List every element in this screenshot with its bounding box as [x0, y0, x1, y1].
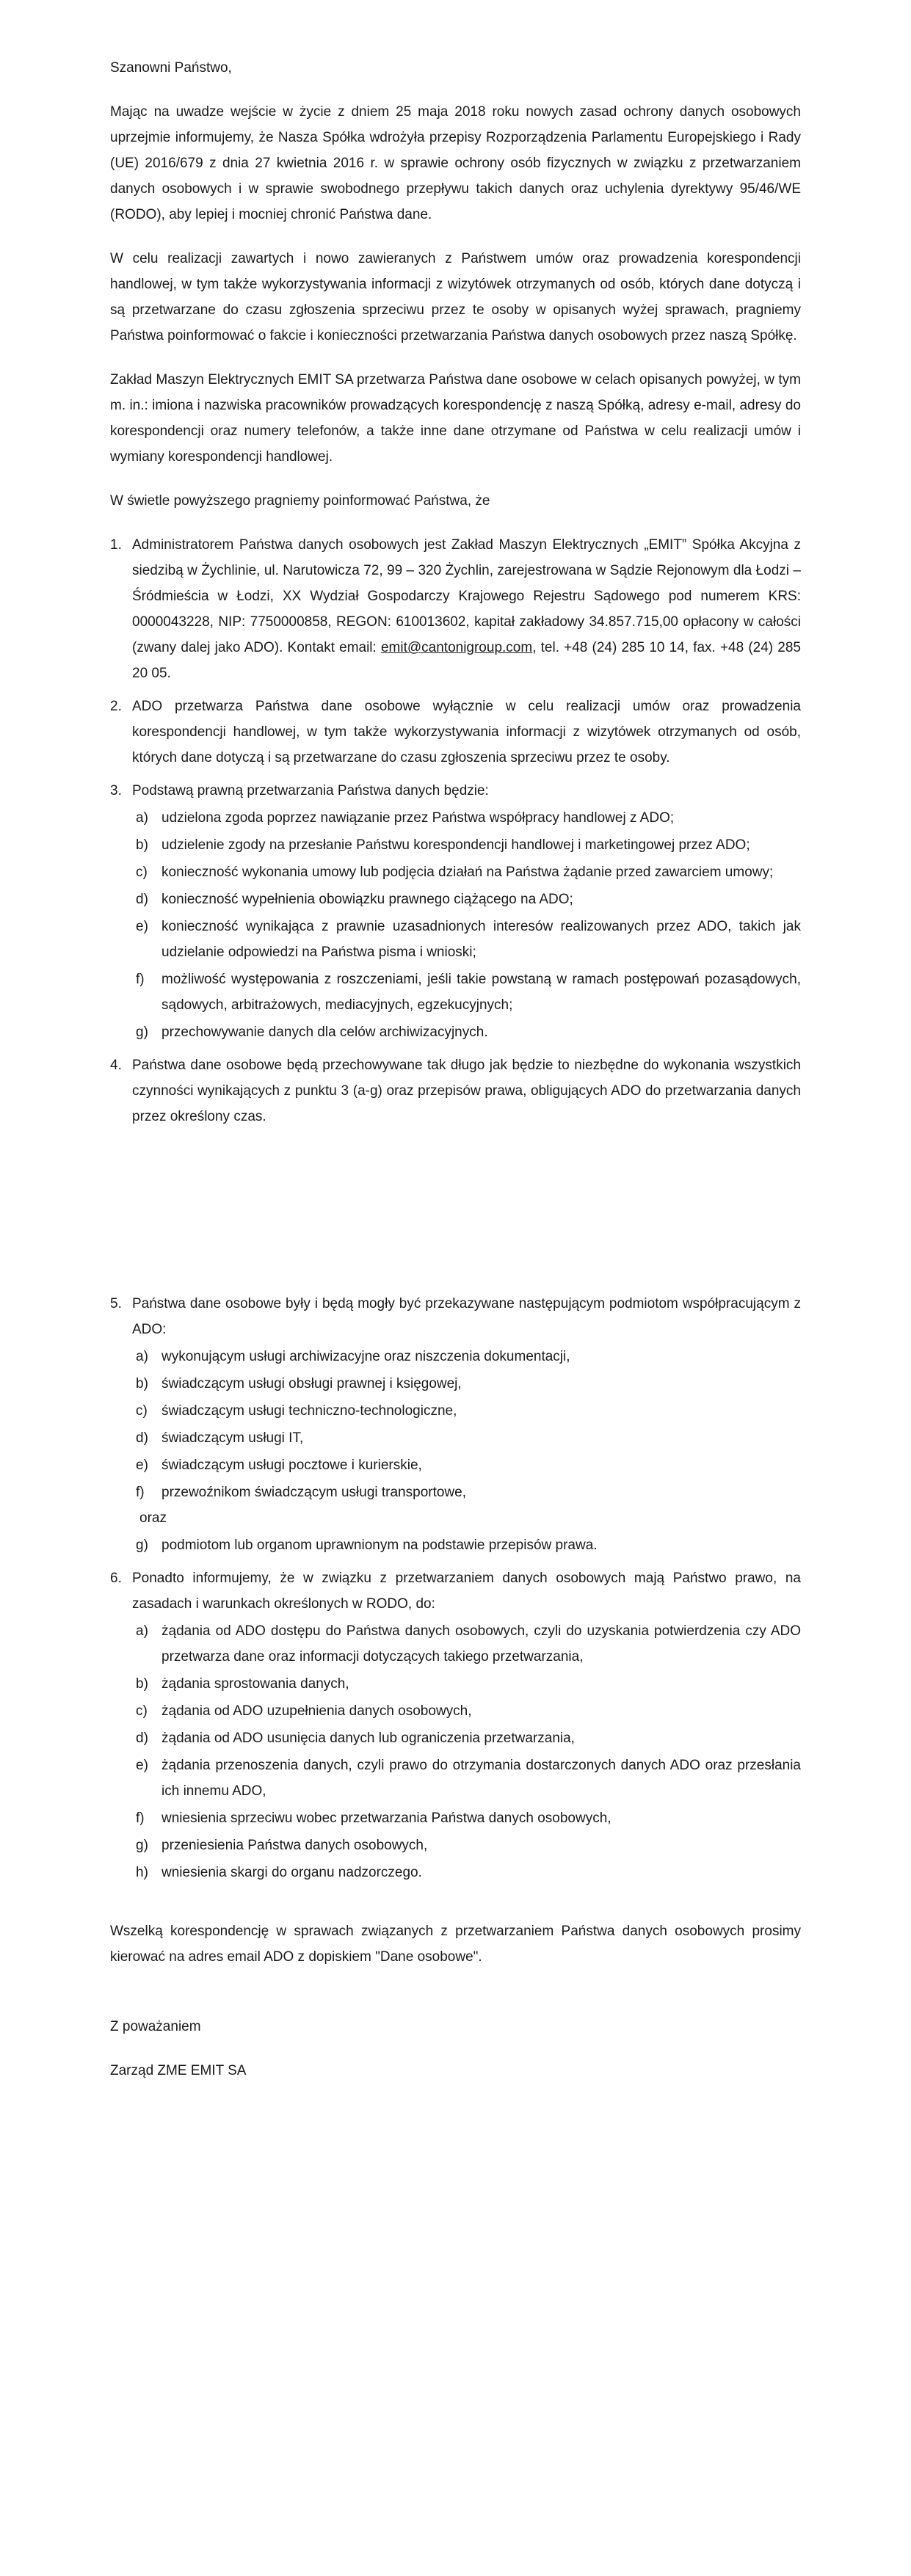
sub-letter: g): [136, 1838, 148, 1853]
sublist-item: [132, 1833, 801, 1858]
item-text: ADO przetwarza Państwa dane osobowe wyłącznie w celu realizacji umów oraz prowadzenia korespondencji handlowej, w tym także wykorzystywania informacji z wizytówek otrzymanych od osób, których dane dotyczą i są przetwarzane do czasu zgłoszenia sprzeciwu przez te osoby.: [132, 699, 801, 765]
letter-body: [110, 55, 801, 2102]
sub-text: przechowywanie danych dla celów archiwizacyjnych.: [161, 1025, 488, 1040]
sub-text: udzielona zgoda poprzez nawiązanie przez Państwa współpracy handlowej z ADO;: [161, 810, 675, 826]
sub-text: możliwość występowania z roszczeniami, jeśli takie powstaną w ramach postępowań pozasądowych, sądowych, arbitrażowych, mediacyjnych, egzekucyjnych;: [161, 972, 801, 1013]
list-item-1: [110, 532, 801, 686]
sub-letter: c): [136, 1703, 148, 1719]
sublist-item: [132, 1344, 801, 1369]
list-item-5: [110, 1291, 801, 1558]
item-text-contact: , tel. +48 (24) 285 10 14, fax. +48 (24) 285 20 05.: [132, 640, 801, 681]
recipients-sublist-tail: [132, 1532, 801, 1558]
sublist-item: [132, 805, 801, 831]
recipients-sublist: [132, 1344, 801, 1505]
sub-letter: d): [136, 1731, 148, 1746]
sublist-item: [132, 1860, 801, 1885]
sublist-item: [132, 1725, 801, 1751]
sublist-item: [132, 1398, 801, 1424]
item-number: 6.: [110, 1571, 122, 1586]
sublist-item: [132, 832, 801, 858]
sub-text: konieczność wykonania umowy lub podjęcia działań na Państwa żądanie przed zawarciem umowy;: [161, 865, 774, 880]
sub-letter: e): [136, 1458, 148, 1473]
list-item-2: [110, 694, 801, 771]
sub-text: przewoźnikom świadczącym usługi transportowe,: [161, 1485, 466, 1500]
sub-text: świadczącym usługi techniczno-technologiczne,: [161, 1403, 457, 1419]
sub-letter: e): [136, 919, 148, 934]
oraz-conjunction: oraz: [139, 1510, 167, 1526]
sublist-item: [132, 1480, 801, 1505]
page-break-spacer: [110, 1137, 801, 1291]
intro-paragraph-1: Mając na uwadze wejście w życie z dniem 25 maja 2018 roku nowych zasad ochrony danych osobowych uprzejmie informujemy, że Nasza Spółka wdrożyła przepisy Rozporządzenia Parlamentu Europejskiego i Rady (UE) 2016/679 z dnia 27 kwietnia 2016 r. w sprawie ochrony osób fizycznych w związku z przetwarzaniem danych osobowych i w sprawie swobodnego przepływu takich danych oraz uchylenia dyrektywy 95/46/WE (RODO), aby lepiej i mocniej chronić Państwa dane.: [110, 104, 801, 222]
sublist-item: [132, 1371, 801, 1397]
item-number: 2.: [110, 699, 122, 714]
sub-text: podmiotom lub organom uprawnionym na podstawie przepisów prawa.: [161, 1538, 598, 1553]
sub-text: wniesienia sprzeciwu wobec przetwarzania Państwa danych osobowych,: [161, 1811, 611, 1826]
sublist-item: [132, 1753, 801, 1804]
sub-text: żądania od ADO uzupełnienia danych osobowych,: [161, 1703, 472, 1719]
item-number: 4.: [110, 1058, 122, 1073]
sub-letter: b): [136, 1376, 148, 1391]
sub-text: świadczącym usługi IT,: [161, 1430, 304, 1446]
sub-letter: h): [136, 1865, 148, 1880]
sub-letter: d): [136, 1430, 148, 1446]
sub-letter: f): [136, 1485, 145, 1500]
sub-letter: b): [136, 837, 148, 853]
spacer: [110, 1893, 801, 1918]
sub-text: wniesienia skargi do organu nadzorczego.: [161, 1865, 422, 1880]
sub-letter: b): [136, 1676, 148, 1692]
sub-text: konieczność wynikająca z prawnie uzasadnionych interesów realizowanych przez ADO, takich jak udzielanie odpowiedzi na Państwa pisma i wnioski;: [161, 919, 801, 960]
sublist-item: [132, 967, 801, 1018]
closing-paragraph: Wszelką korespondencję w sprawach związanych z przetwarzaniem Państwa danych osobowych prosimy kierować na adres email ADO z dopiskiem "Dane osobowe".: [110, 1924, 801, 1965]
sub-text: żądania od ADO usunięcia danych lub ograniczenia przetwarzania,: [161, 1731, 575, 1746]
sub-letter: c): [136, 1403, 148, 1419]
sub-text: żądania od ADO dostępu do Państwa danych osobowych, czyli do uzyskania potwierdzenia czy ADO przetwarza dane oraz informacji dotyczących takiego przetwarzania,: [161, 1623, 801, 1664]
sublist-item: [132, 887, 801, 912]
sublist-item: [132, 1425, 801, 1451]
numbered-list: [110, 532, 801, 1129]
intro-paragraph-3: Zakład Maszyn Elektrycznych EMIT SA przetwarza Państwa dane osobowe w celach opisanych powyżej, w tym m. in.: imiona i nazwiska pracowników prowadzących korespondencję z naszą Spółką, adresy e-mail, adresy do korespondencji oraz numery telefonów, a także inne dane otrzymane od Państwa w celu realizacji umów i wymiany korespondencji handlowej.: [110, 372, 801, 465]
item-text: Administratorem Państwa danych osobowych jest Zakład Maszyn Elektrycznych „EMIT” Spółka Akcyjna z siedzibą w Żychlinie, ul. Narutowicza 72, 99 – 320 Żychlin, zarejestrowana w Sądzie Rejonowym dla Łodzi – Śródmieścia w Łodzi, XX Wydział Gospodarczy Krajowego Rejestru Sądowego pod numerem KRS: 0000043228, NIP: 7750000858, REGON: 610013602, kapitał zakładowy 34.857.715,00 opłacony w całości (zwany dalej jako ADO). Kontakt email:: [132, 537, 801, 655]
list-item-3: [110, 778, 801, 1045]
item-number: 5.: [110, 1296, 122, 1311]
sub-text: udzielenie zgody na przesłanie Państwu korespondencji handlowej i marketingowej przez ADO;: [161, 837, 750, 853]
item-number: 1.: [110, 537, 122, 553]
regards: Z poważaniem: [110, 2019, 201, 2034]
sublist-item: [132, 1452, 801, 1478]
sub-text: świadczącym usługi obsługi prawnej i księgowej,: [161, 1376, 462, 1391]
item-number: 3.: [110, 783, 122, 798]
sub-letter: f): [136, 972, 145, 987]
sub-text: przeniesienia Państwa danych osobowych,: [161, 1838, 428, 1853]
sub-letter: g): [136, 1538, 148, 1553]
sublist-item: [132, 859, 801, 885]
spacer: [110, 1988, 801, 2014]
email-link[interactable]: emit@cantonigroup.com: [380, 640, 533, 655]
sub-text: świadczącym usługi pocztowe i kurierskie,: [161, 1458, 422, 1473]
sub-letter: c): [136, 865, 148, 880]
sub-letter: g): [136, 1025, 148, 1040]
sub-text: wykonującym usługi archiwizacyjne oraz niszczenia dokumentacji,: [161, 1349, 570, 1364]
sub-letter: d): [136, 892, 148, 907]
sub-text: konieczność wypełnienia obowiązku prawnego ciążącego na ADO;: [161, 892, 573, 907]
sub-text: żądania sprostowania danych,: [161, 1676, 349, 1692]
sub-letter: a): [136, 1349, 148, 1364]
item-text: Państwa dane osobowe będą przechowywane tak długo jak będzie to niezbędne do wykonania wszystkich czynności wynikających z punktu 3 (a-g) oraz przepisów prawa, obligujących ADO do przetwarzania danych przez określony czas.: [132, 1058, 801, 1124]
item-text: Ponadto informujemy, że w związku z przetwarzaniem danych osobowych mają Państwo prawo, na zasadach i warunkach określonych w RODO, do:: [132, 1571, 801, 1612]
sublist-item: [132, 1698, 801, 1724]
sublist-item: [132, 1805, 801, 1831]
sub-letter: e): [136, 1758, 148, 1773]
list-item-4: [110, 1052, 801, 1129]
sub-letter: a): [136, 810, 148, 826]
list-item-6: [110, 1565, 801, 1885]
sublist-item: [132, 1671, 801, 1697]
legal-basis-sublist: [132, 805, 801, 1045]
intro-paragraph-4: W świetle powyższego pragniemy poinformować Państwa, że: [110, 493, 490, 509]
sub-letter: f): [136, 1811, 145, 1826]
signature: Zarząd ZME EMIT SA: [110, 2063, 247, 2078]
sublist-item: [132, 914, 801, 965]
greeting: Szanowni Państwo,: [110, 60, 232, 76]
item-text: Państwa dane osobowe były i będą mogły być przekazywane następującym podmiotom współpracującym z ADO:: [132, 1296, 801, 1337]
numbered-list-continued: [110, 1291, 801, 1885]
rights-sublist: [132, 1618, 801, 1885]
intro-paragraph-2: W celu realizacji zawartych i nowo zawieranych z Państwem umów oraz prowadzenia korespondencji handlowej, w tym także wykorzystywania informacji z wizytówek otrzymanych od osób, których dane dotyczą i są przetwarzane do czasu zgłoszenia sprzeciwu przez te osoby w opisanych wyżej sprawach, pragniemy Państwa poinformować o fakcie i konieczności przetwarzania Państwa danych osobowych przez naszą Spółkę.: [110, 251, 801, 343]
sublist-item: [132, 1019, 801, 1045]
sublist-item: [132, 1618, 801, 1670]
sub-text: żądania przenoszenia danych, czyli prawo do otrzymania dostarczonych danych ADO oraz przesłania ich innemu ADO,: [161, 1758, 801, 1799]
item-text: Podstawą prawną przetwarzania Państwa danych będzie:: [132, 783, 489, 798]
sub-letter: a): [136, 1623, 148, 1639]
sublist-item: [132, 1532, 801, 1558]
